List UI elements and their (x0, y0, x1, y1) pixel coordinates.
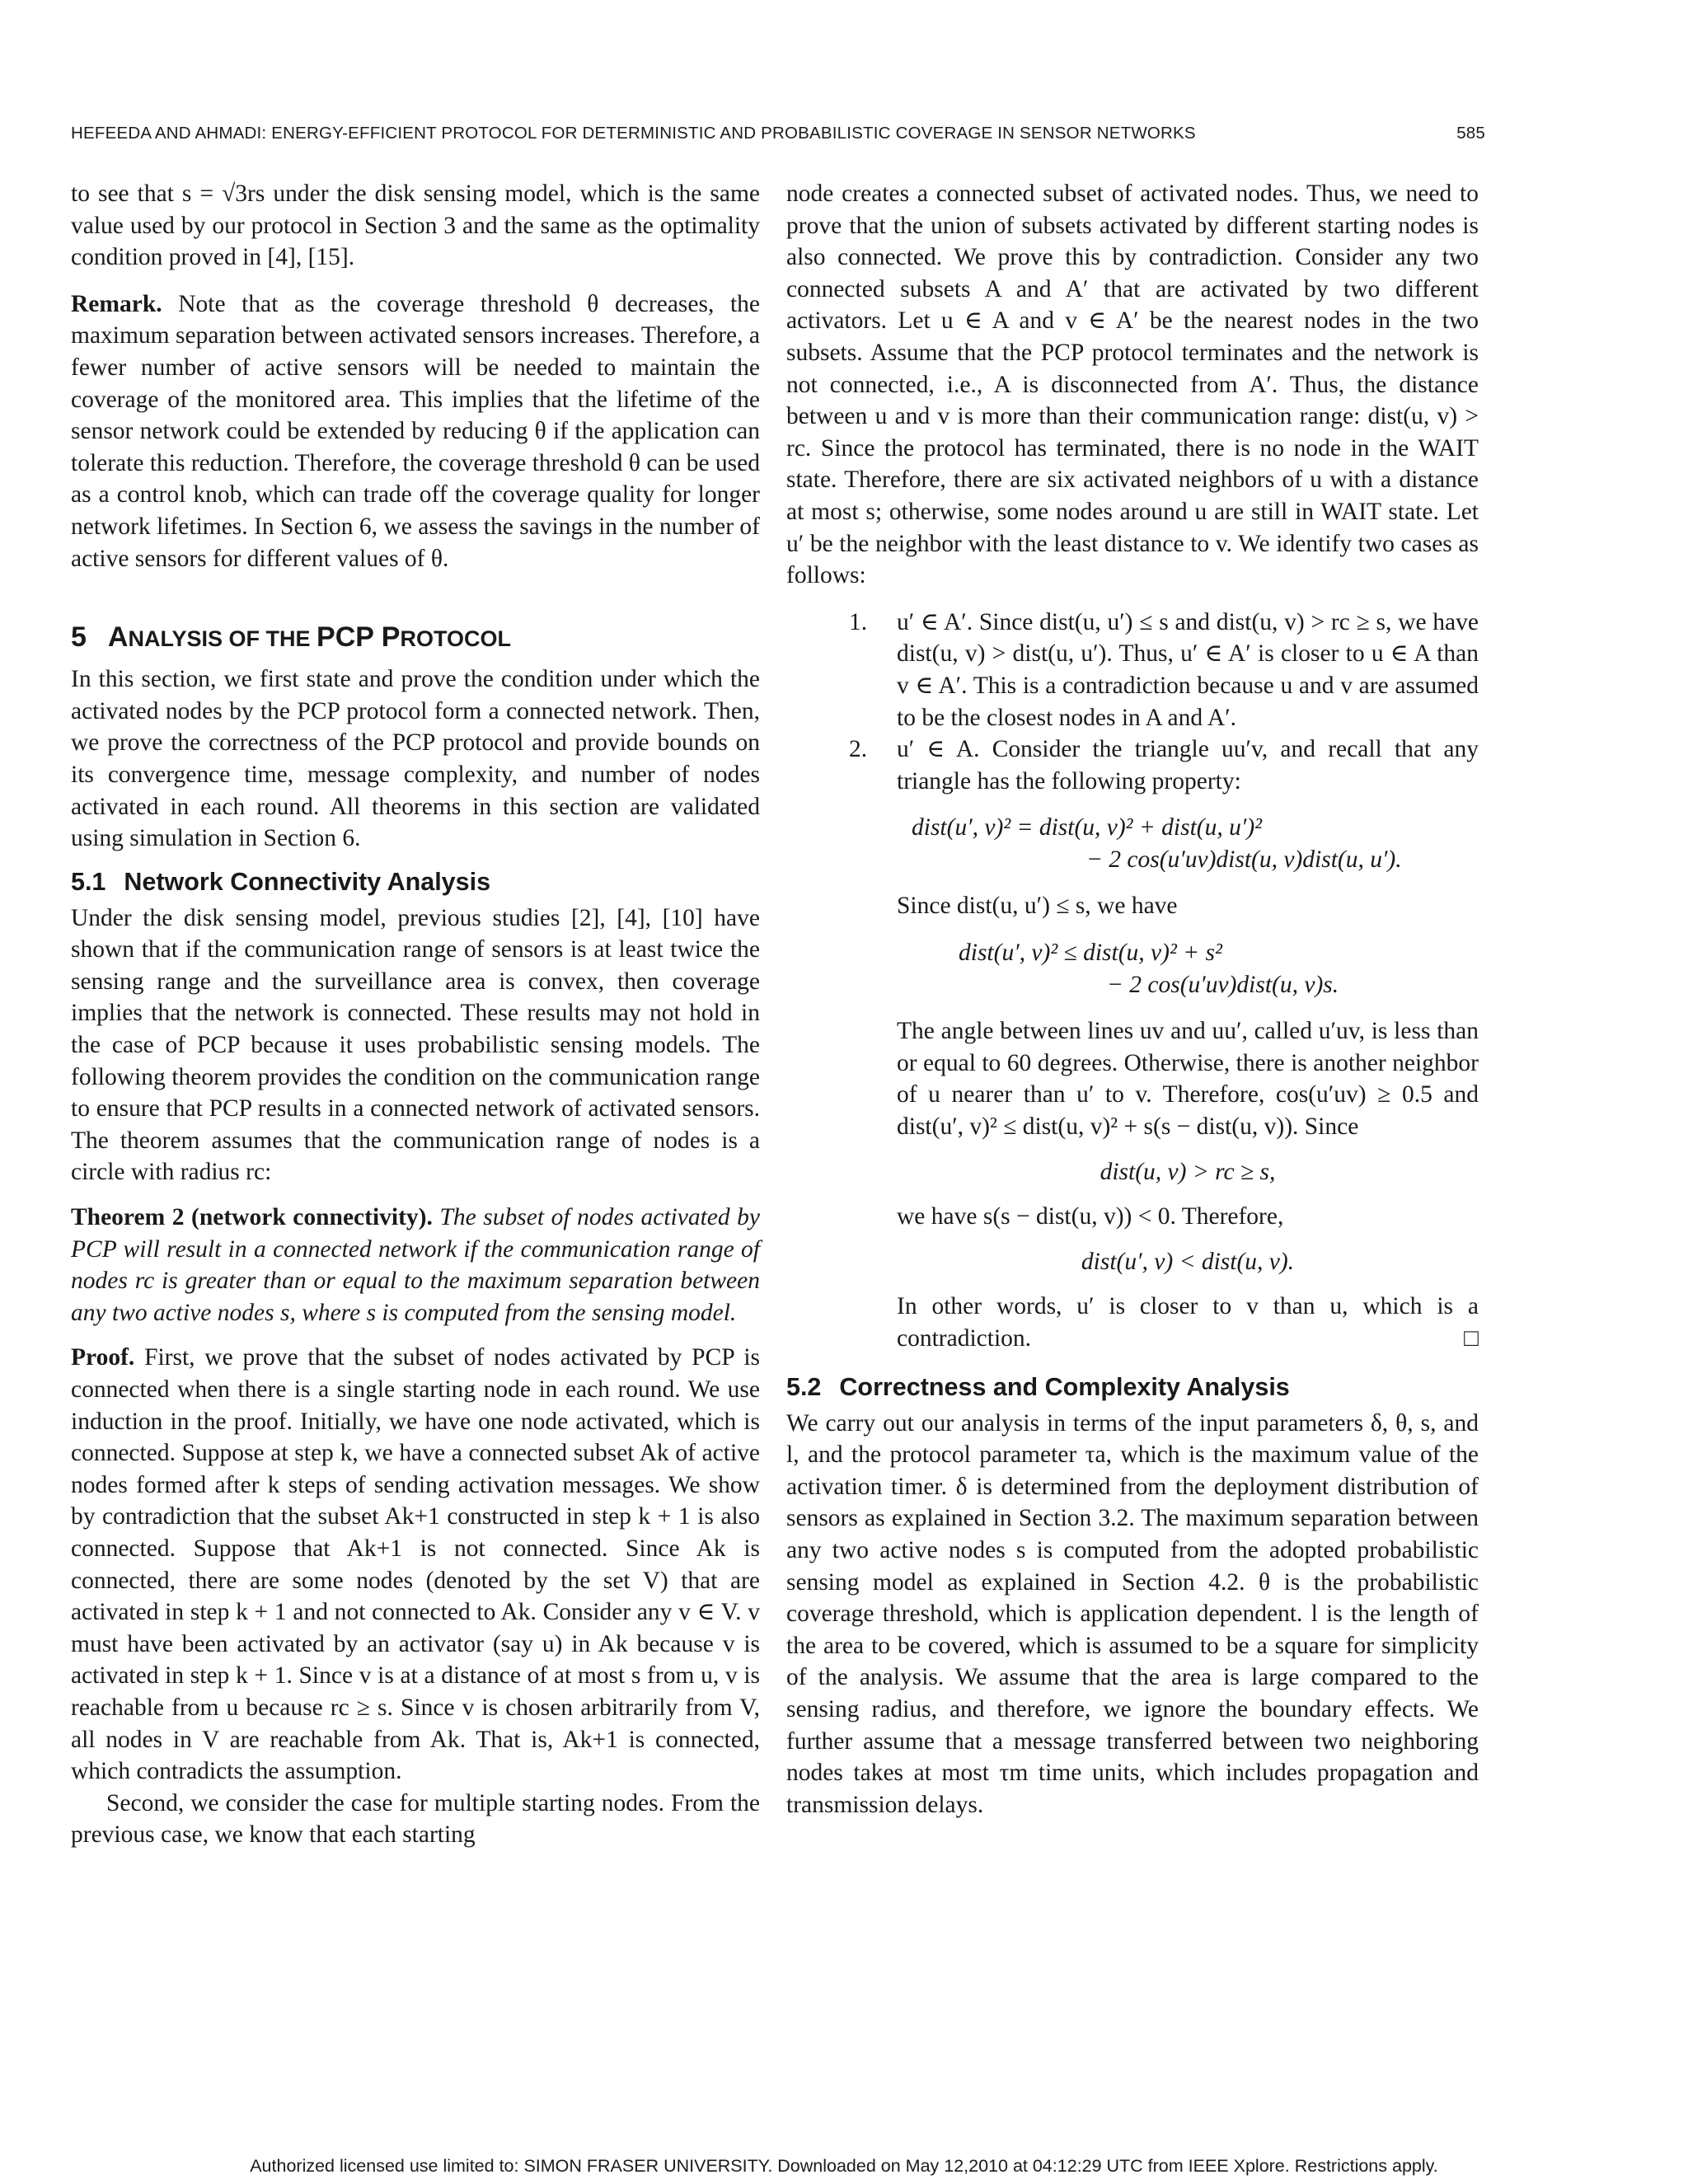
proof-text: First, we prove that the subset of nodes activated by PCP is connected when there is a single starting node in each round. We use induction in the proof. Initially, we have one node activated, which is connected. Suppose at step k, we have a connected subset Ak of active nodes formed after k steps of sending activation messages. We show by contradiction that the subset Ak+1 constructed in step k + 1 is also connected. Suppose that Ak+1 is not connected. Since Ak is connected, there are some nodes (denoted by the set V) that are activated in step k + 1 and not connected to Ak. Consider any v ∈ V. v must have been activated by an activator (say u) in Ak because v is activated in step k + 1. Since v is at a distance of at most s from u, v is reachable from u because rc ≥ s. Since v is chosen arbitrarily from V, all nodes in V are reachable from Ak. That is, Ak+1 is connected, which contradicts the assumption. (71, 1344, 761, 1785)
case-marker: 1. (849, 608, 868, 635)
case-2-text: u′ ∈ A. Consider the triangle uu′v, and recall that any triangle has the following property: (897, 736, 1479, 794)
running-title: HEFEEDA AND AHMADI: ENERGY-EFFICIENT PROTOCOL FOR DETERMINISTIC AND PROBABILISTIC COVERAGE IN SENSOR NETWORKS (71, 124, 1196, 143)
equation-1 (897, 812, 1479, 875)
section-number: 5 (71, 621, 87, 654)
subsection-5-1-paragraph: Under the disk sensing model, previous studies [2], [4], [10] have shown that if the communication range of sensors is at least twice the sensing range and the surveillance area is convex, then coverage implies that the network is connected. These results may not hold in the case of PCP because it uses probabilistic sensing models. The following theorem provides the condition on the communication range to ensure that PCP results in a connected network of activated sensors. The theorem assumes that the communication range of nodes is a circle with radius rc: (71, 904, 760, 1186)
right-column (786, 178, 1479, 1821)
subsection-title: Correctness and Complexity Analysis (839, 1372, 1290, 1401)
cases-list (786, 607, 1479, 1355)
section-title-part: P (373, 621, 401, 654)
conclusion-text: In other words, u′ is closer to v than u, which is a contradiction. (897, 1293, 1479, 1352)
intro-paragraph: to see that s = √3rs under the disk sensing model, which is the same value used by our protocol in Section 3 and the same as the optimality condition proved in [4], [15]. (71, 180, 760, 271)
theorem-label: Theorem 2 (network connectivity). (71, 1204, 433, 1231)
proof (71, 1342, 760, 1787)
theorem-2 (71, 1202, 760, 1329)
subsection-heading-5-2 (786, 1371, 1479, 1403)
continued-paragraph: node creates a connected subset of activated nodes. Thus, we need to prove that the union of subsets activated by different starting nodes is also connected. We prove this by contradiction. Consider any two connected subsets A and A′ that are activated by two different activators. Let u ∈ A and v ∈ A′ be the nearest nodes in the two subsets. Assume that the PCP protocol terminates and the network is not connected, i.e., A is disconnected from A′. Thus, the distance between u and v is more than their communication range: dist(u, v) > rc. Since the protocol has terminated, there is no node in the WAIT state. Therefore, there are six activated neighbors of u with a distance at most s; otherwise, some nodes around u are still in WAIT state. Let u′ be the neighbor with the least distance to v. We identify two cases as follows: (786, 180, 1479, 589)
subsection-title: Network Connectivity Analysis (124, 867, 491, 896)
running-head (71, 124, 1485, 148)
section-title-part: ROTOCOL (400, 626, 511, 652)
conclusion-line (897, 1291, 1479, 1354)
qed-symbol: □ (1464, 1325, 1479, 1352)
case-1 (786, 607, 1479, 733)
since-line: Since dist(u, u′) ≤ s, we have (897, 893, 1178, 920)
remark (71, 288, 760, 574)
theorem-text: The subset of nodes activated by PCP will result in a connected network if the communication range of nodes rc is greater than or equal to the maximum separation between any two active nodes s, where s is computed from the sensing model. (71, 1204, 761, 1326)
angle-paragraph: The angle between lines uv and uu′, called u′uv, is less than or equal to 60 degrees. Otherwise, there is another neighbor of u nearer than u′ to v. Therefore, cos(u′uv) ≥ 0.5 and dist(u′, v)² ≤ dist(u, v)² + s(s − dist(u, v)). Since (897, 1018, 1479, 1141)
equation-2-line-1: dist(u′, v)² ≤ dist(u, v)² + s² (959, 940, 1222, 967)
section-heading-5 (71, 621, 760, 655)
footer-license-notice: Authorized licensed use limited to: SIMON FRASER UNIVERSITY. Downloaded on May 12,2010 at 04:12:29 UTC from IEEE Xplore. Restrictions apply. (250, 2156, 1438, 2176)
equation-3: dist(u, v) > rc ≥ s, (1100, 1158, 1276, 1185)
equation-2 (897, 937, 1479, 1001)
case-2 (786, 733, 1479, 1355)
section-title-part: NALYSIS OF THE (128, 626, 317, 652)
proof-label: Proof. (71, 1344, 135, 1371)
remark-text: Note that as the coverage threshold θ decreases, the maximum separation between activated sensors increases. Therefore, a fewer number of active sensors will be needed to maintain the coverage of the monitored area. This implies that the lifetime of the sensor network could be extended by reducing θ if the application can tolerate this reduction. Therefore, the coverage threshold θ can be used as a control knob, which can trade off the coverage quality for longer network lifetimes. In Section 6, we assess the savings in the number of active sensors for different values of θ. (71, 290, 761, 572)
section-5-paragraph: In this section, we first state and prove the condition under which the activated nodes by the PCP protocol form a connected network. Then, we prove the correctness of the PCP protocol and provide bounds on its convergence time, message complexity, and number of nodes activated in each round. All theorems in this section are validated using simulation in Section 6. (71, 666, 760, 852)
case-marker: 2. (849, 736, 868, 763)
page-number: 585 (1456, 124, 1485, 143)
subsection-heading-5-1 (71, 866, 760, 898)
we-have-line: we have s(s − dist(u, v)) < 0. Therefore, (897, 1203, 1284, 1230)
equation-1-line-2: − 2 cos(u′uv)dist(u, v)dist(u, u′). (1086, 846, 1402, 873)
case-1-text: u′ ∈ A′. Since dist(u, u′) ≤ s and dist(u, v) > rc ≥ s, we have dist(u, v) > dist(u, u′). Thus, u′ ∈ A′ is closer to u ∈ A than v ∈ A′. This is a contradiction because u and v are assumed to be the closest nodes in A and A′. (897, 608, 1479, 731)
section-title-part: PCP (316, 621, 374, 654)
proof-second-paragraph: Second, we consider the case for multiple starting nodes. From the previous case, we know that each starting (71, 1789, 760, 1849)
left-column (71, 178, 760, 1851)
equation-1-line-1: dist(u′, v)² = dist(u, v)² + dist(u, u′)² (912, 814, 1262, 841)
equation-2-line-2: − 2 cos(u′uv)dist(u, v)s. (1107, 971, 1339, 998)
subsection-number: 5.1 (71, 867, 106, 896)
remark-label: Remark. (71, 290, 162, 317)
subsection-number: 5.2 (786, 1372, 822, 1401)
section-title-part: A (107, 621, 129, 654)
subsection-5-2-paragraph: We carry out our analysis in terms of the input parameters δ, θ, s, and l, and the protocol parameter τa, which is the maximum value of the activation timer. δ is determined from the deployment distribution of sensors as explained in Section 3.2. The maximum separation between any two active nodes s is computed from the adopted probabilistic sensing model as explained in Section 4.2. θ is the probabilistic coverage threshold, which is application dependent. l is the length of the area to be covered, which is assumed to be a square for simplicity of the analysis. We assume that the area is large compared to the sensing radius, and therefore, we ignore the boundary effects. We further assume that a message transferred between two neighboring nodes takes at most τm time units, which includes propagation and transmission delays. (786, 1409, 1479, 1818)
equation-4: dist(u′, v) < dist(u, v). (1081, 1248, 1295, 1275)
